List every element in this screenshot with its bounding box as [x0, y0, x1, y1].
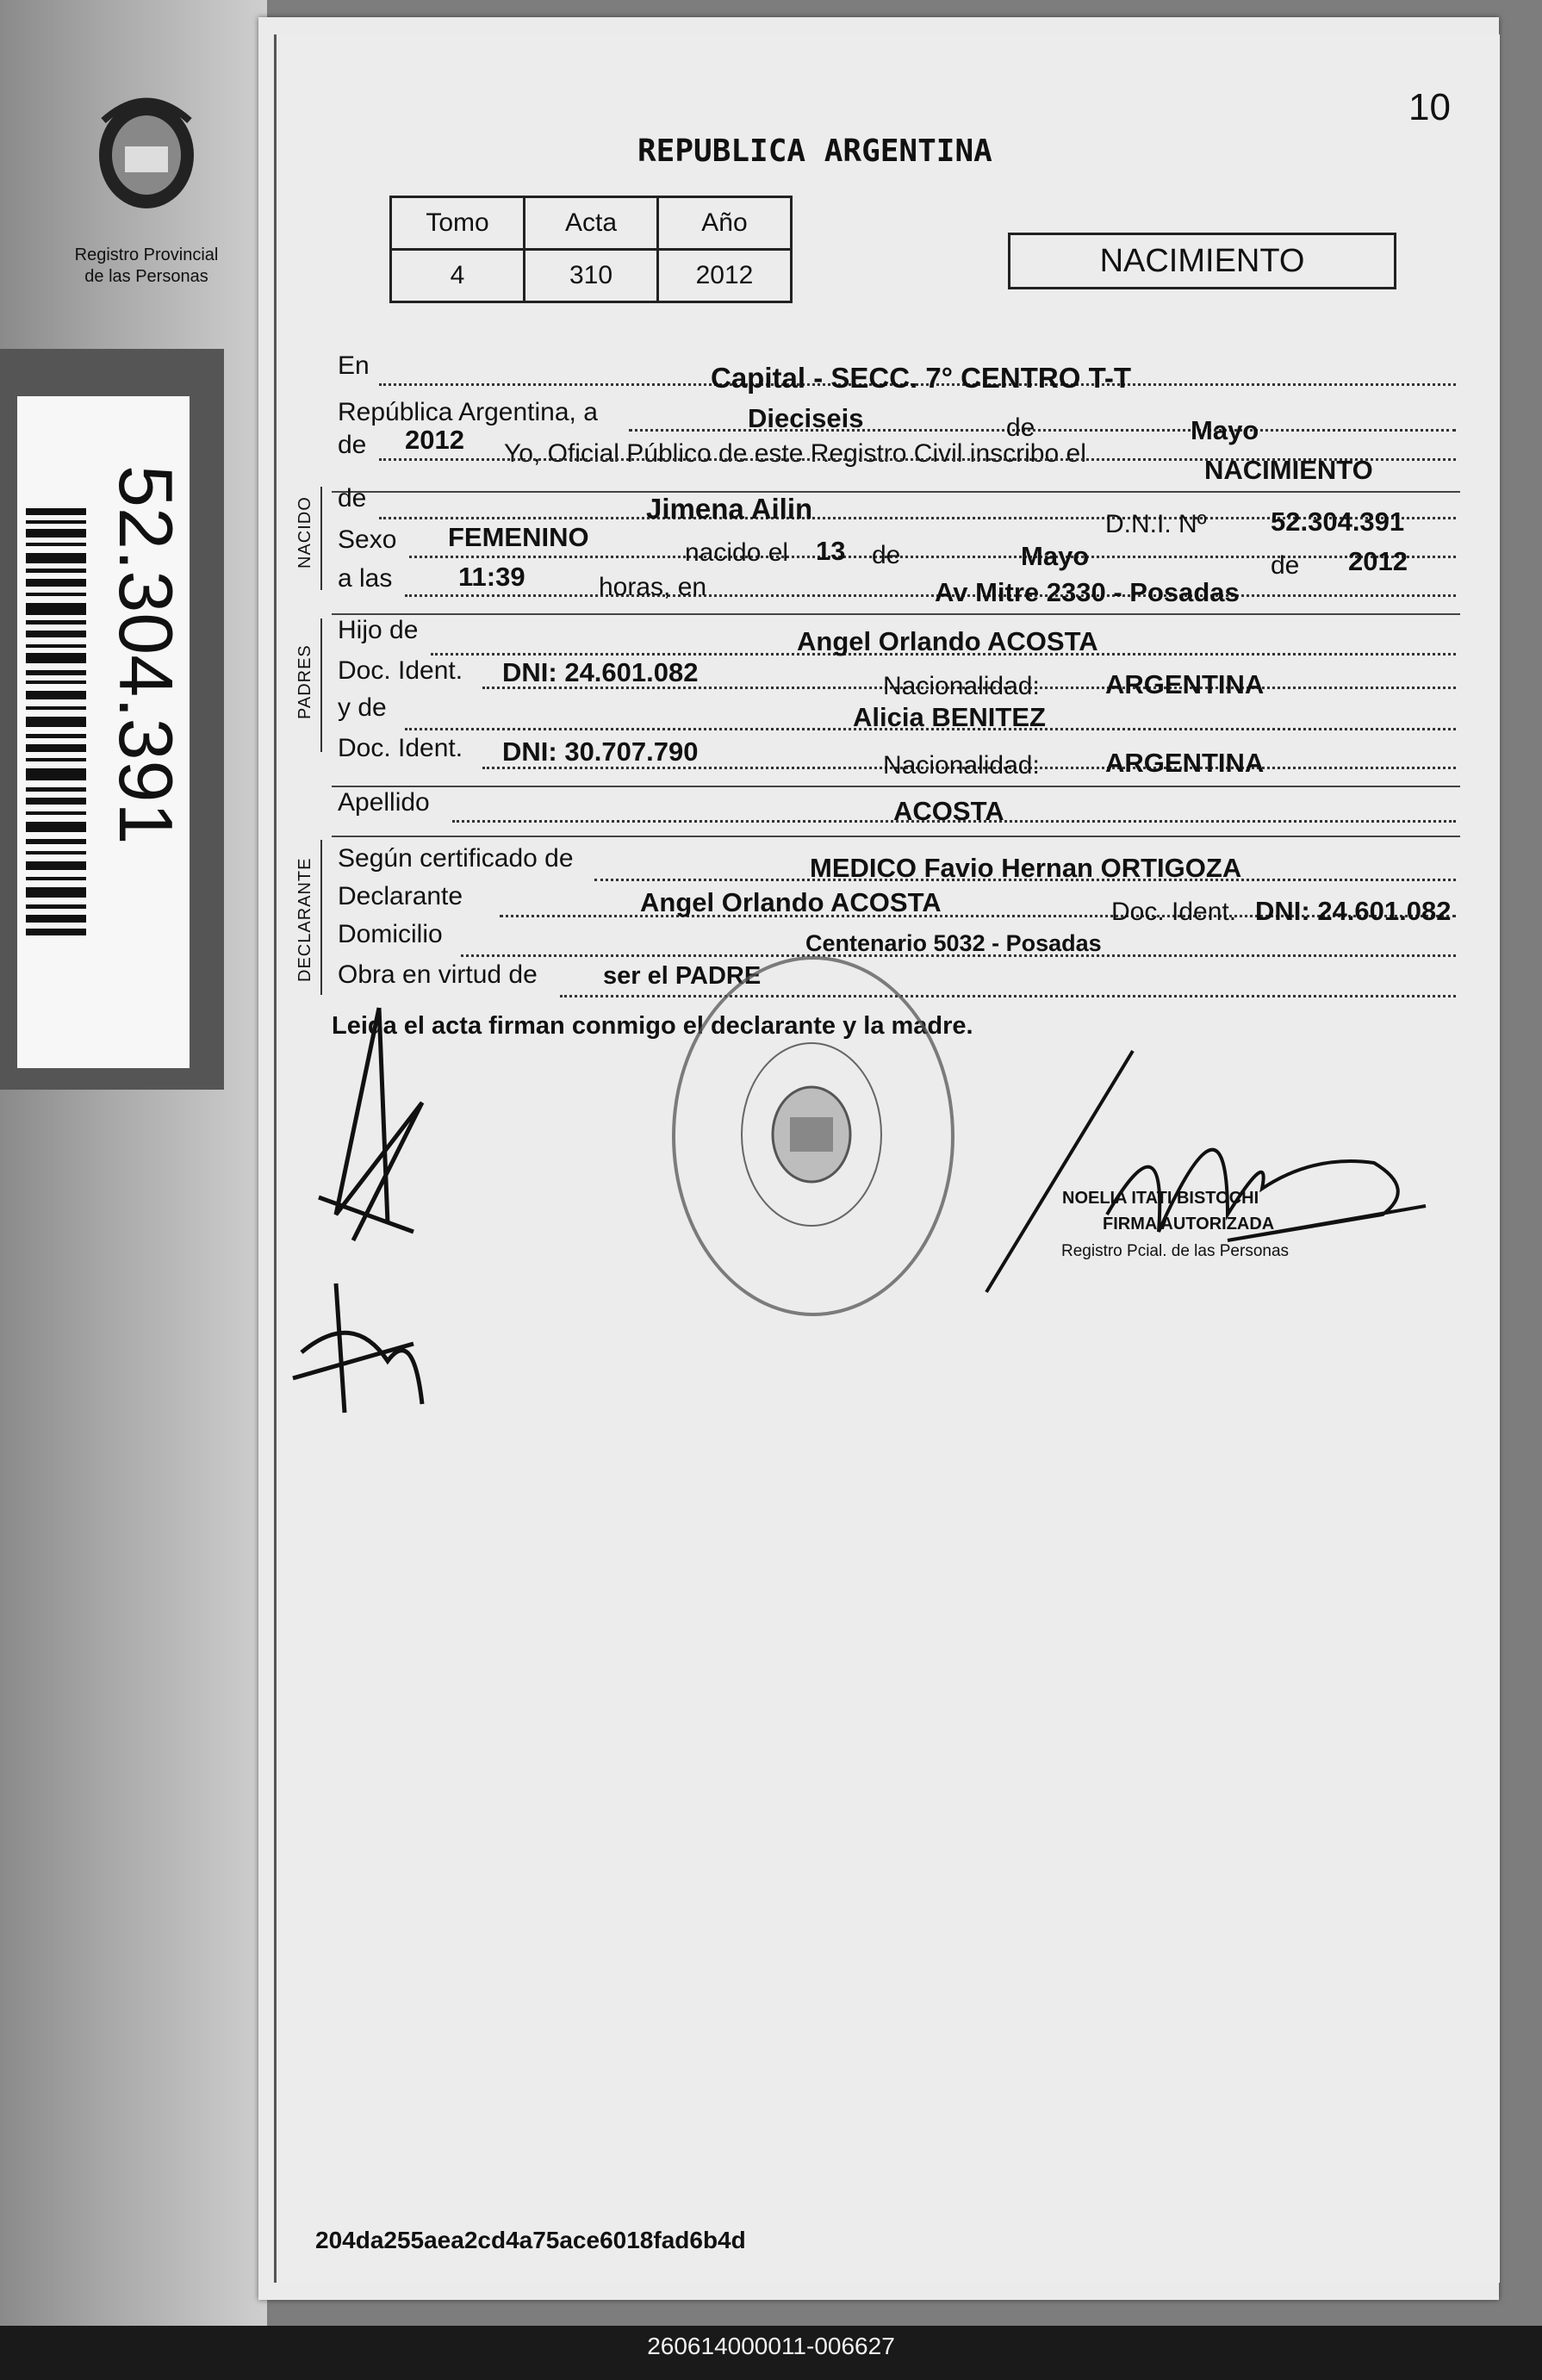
father-doc-label: Doc. Ident. [338, 656, 463, 685]
father-name: Angel Orlando ACOSTA [797, 626, 1098, 656]
official-role: FIRMA AUTORIZADA [1103, 1215, 1275, 1233]
value-ano: 2012 [658, 250, 792, 302]
obra-label: Obra en virtud de [338, 960, 538, 989]
hijo-de-label: Hijo de [338, 616, 419, 644]
birth-day: 13 [816, 536, 846, 566]
father-nat-label: Nacionalidad: [883, 672, 1040, 700]
province-seal-logo [78, 86, 215, 241]
barcode-icon [26, 508, 86, 939]
act-type-box: NACIMIENTO [1008, 233, 1396, 289]
page-number: 10 [1408, 86, 1451, 128]
nacido-bracket [320, 487, 322, 590]
act-value: NACIMIENTO [1204, 455, 1373, 485]
official-name: NOELIA ITATI BISTOCHI [1062, 1189, 1259, 1208]
declarante-doc: DNI: 24.601.082 [1255, 896, 1452, 926]
en-value: Capital - SECC. 7° CENTRO T-T [711, 362, 1132, 394]
padres-bracket [320, 618, 322, 752]
birth-time: 11:39 [458, 562, 525, 592]
value-tomo: 4 [391, 250, 525, 302]
republica-label: República Argentina, a [338, 398, 598, 426]
padres-section-label: PADRES [295, 644, 314, 719]
sexo-value: FEMENINO [448, 522, 589, 552]
declarante-signature [284, 999, 474, 1421]
child-dni: 52.304.391 [1271, 506, 1405, 537]
divider-3 [332, 786, 1460, 787]
mother-nat-label: Nacionalidad: [883, 751, 1040, 780]
nacido-el-label: nacido el [685, 538, 789, 567]
header-tomo: Tomo [391, 197, 525, 250]
de-label: de [1006, 413, 1035, 442]
mother-doc: DNI: 30.707.790 [502, 736, 699, 767]
year-value: 2012 [405, 425, 464, 455]
official-office: Registro Pcial. de las Personas [1061, 1242, 1290, 1260]
declarante-value: Angel Orlando ACOSTA [640, 887, 942, 917]
obra-dotline [560, 995, 1456, 997]
closing-sentence: Leida el acta firman conmigo el declarante y la madre. [332, 1012, 973, 1040]
header-acta: Acta [525, 197, 658, 250]
a-las-label: a las [338, 564, 393, 593]
stamp-inner-ring [741, 1042, 882, 1227]
time-dotline [405, 594, 1456, 597]
father-nationality: ARGENTINA [1105, 669, 1265, 699]
mother-nationality: ARGENTINA [1105, 748, 1265, 778]
horas-label: horas, en [599, 573, 707, 601]
divider-4 [332, 836, 1460, 837]
birth-place: Av Mitre 2330 - Posadas [935, 577, 1240, 607]
dni-label: D.N.I. Nº [1105, 510, 1207, 538]
en-label: En [338, 351, 370, 380]
nacido-section-label: NACIDO [295, 496, 314, 569]
mother-name: Alicia BENITEZ [853, 702, 1046, 732]
mother-doc-label: Doc. Ident. [338, 734, 463, 762]
declarante-label: Declarante [338, 882, 463, 910]
scan-footer-code: 260614000011-006627 [647, 2333, 895, 2359]
barcode-number: 52.304.391 [103, 465, 189, 845]
sexo-label: Sexo [338, 525, 397, 554]
domicilio-label: Domicilio [338, 920, 443, 948]
birth-year: 2012 [1348, 546, 1408, 576]
declarante-bracket [320, 840, 322, 995]
declarante-doc-label: Doc. Ident. [1111, 898, 1237, 926]
header-ano: Año [658, 197, 792, 250]
tomo-acta-ano-table [389, 196, 793, 303]
cert-value: MEDICO Favio Hernan ORTIGOZA [810, 853, 1242, 883]
apellido-value: ACOSTA [893, 796, 1004, 826]
nacido-de-label: de [338, 484, 367, 513]
inscribo-sentence: Yo, Oficial Público de este Registro Civil inscribo el [504, 439, 1086, 468]
cert-label: Según certificado de [338, 844, 574, 873]
value-acta: 310 [525, 250, 658, 302]
divider-2 [332, 613, 1460, 615]
birth-de-label: de [872, 541, 901, 569]
month-value: Mayo [1191, 415, 1259, 445]
hash-code: 204da255aea2cd4a75ace6018fad6b4d [315, 2227, 746, 2253]
child-name: Jimena Ailin [646, 493, 813, 525]
father-doc: DNI: 24.601.082 [502, 657, 699, 687]
apellido-label: Apellido [338, 788, 430, 817]
de2-label: de [338, 431, 367, 459]
logo-caption-line1: Registro Provincial [74, 245, 219, 264]
official-signature [969, 1042, 1452, 1301]
divider-1 [332, 491, 1460, 493]
birth-month: Mayo [1021, 541, 1090, 571]
domicilio-value: Centenario 5032 - Posadas [805, 930, 1102, 956]
declarante-section-label: DECLARANTE [295, 857, 314, 982]
day-value: Dieciseis [748, 403, 864, 433]
stamp-emblem-icon [743, 1044, 880, 1225]
obra-value: ser el PADRE [603, 962, 762, 990]
country-title: REPUBLICA ARGENTINA [637, 134, 992, 169]
logo-caption-line2: de las Personas [84, 267, 208, 286]
y-de-label: y de [338, 693, 387, 722]
birth-de-label-2: de [1271, 551, 1300, 580]
barcode-label [17, 396, 190, 1068]
